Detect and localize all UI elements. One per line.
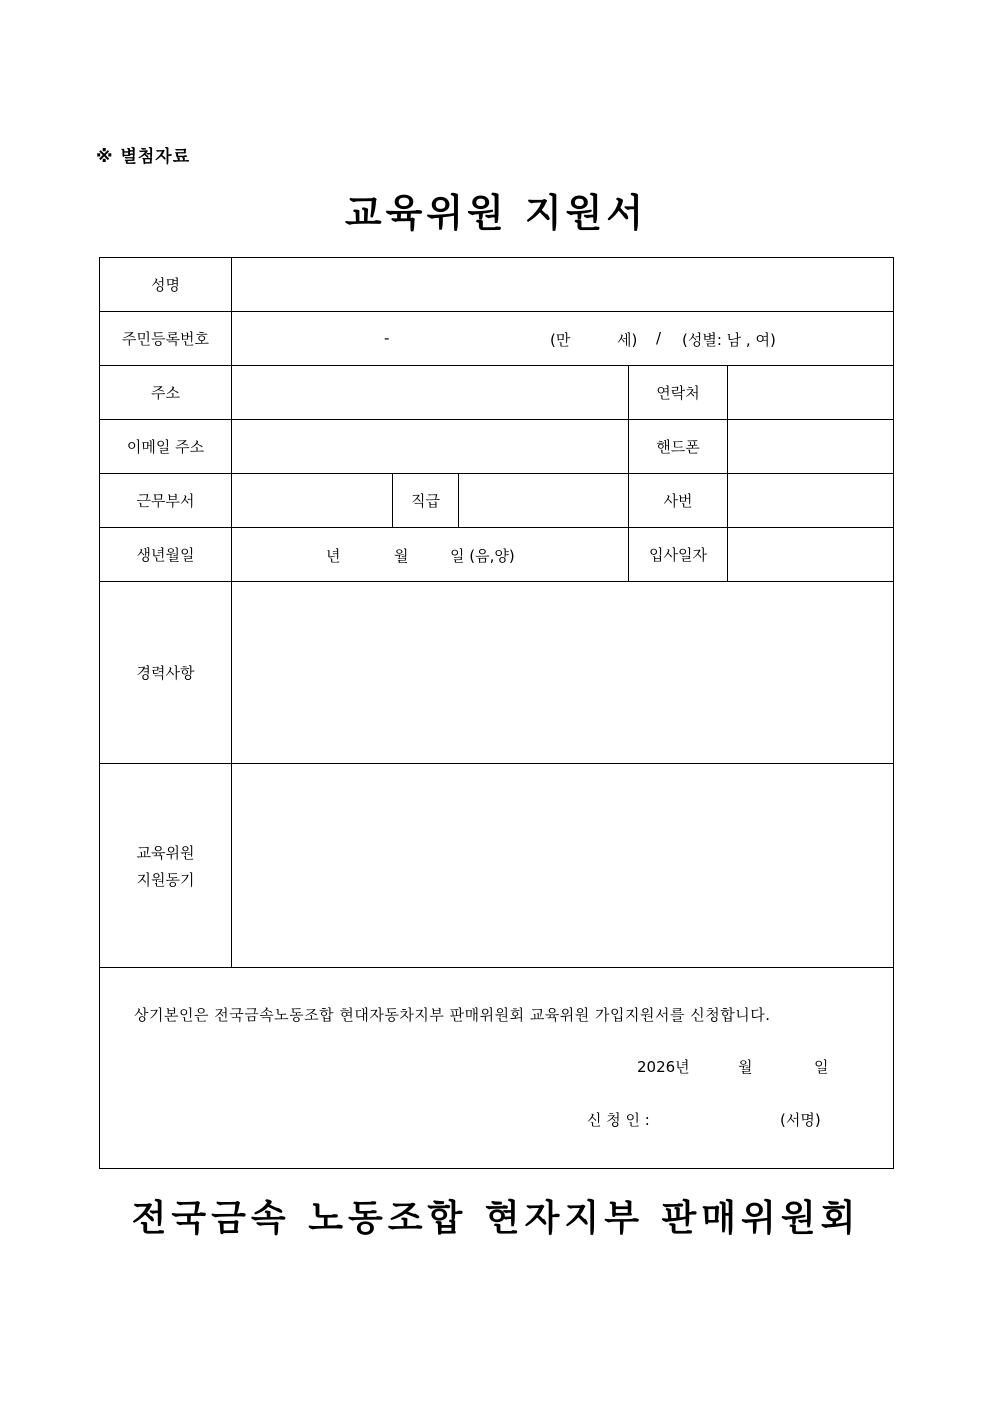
jumin-slash: / xyxy=(656,329,662,347)
birth-day: 일 (음,양) xyxy=(450,547,515,565)
jumin-field[interactable] xyxy=(232,312,894,366)
motive-field[interactable] xyxy=(232,764,894,968)
signature-label: (서명) xyxy=(780,1111,821,1129)
declaration-year: 2026년 xyxy=(637,1058,690,1076)
applicant-label: 신 청 인 : xyxy=(587,1111,650,1129)
row-address xyxy=(100,366,894,420)
declaration-cell xyxy=(100,968,894,1169)
employee-no-field[interactable] xyxy=(728,474,894,528)
row-jumin xyxy=(100,312,894,366)
name-field[interactable] xyxy=(232,258,894,312)
declaration-day: 일 xyxy=(814,1058,829,1076)
jumin-gender: (성별: 남 , 여) xyxy=(682,331,776,349)
name-label: 성명 xyxy=(100,258,232,312)
birth-year: 년 xyxy=(326,547,341,565)
contact-field[interactable] xyxy=(728,366,894,420)
form-title: 교육위원 지원서 xyxy=(344,190,648,235)
attachment-note: ※ 별첨자료 xyxy=(96,147,191,167)
birth-label: 생년월일 xyxy=(100,528,232,582)
contact-label: 연락처 xyxy=(629,366,728,420)
application-form-table xyxy=(99,257,894,1169)
row-declaration xyxy=(100,968,894,1169)
row-name xyxy=(100,258,894,312)
mobile-field[interactable] xyxy=(728,420,894,474)
dept-label: 근무부서 xyxy=(100,474,232,528)
declaration-month: 월 xyxy=(738,1058,753,1076)
jumin-age-close: 세) xyxy=(617,331,638,349)
mobile-label: 핸드폰 xyxy=(629,420,728,474)
hire-date-label: 입사일자 xyxy=(629,528,728,582)
dept-field[interactable] xyxy=(232,474,393,528)
position-label: 직급 xyxy=(393,474,459,528)
employee-no-label: 사번 xyxy=(629,474,728,528)
birth-field[interactable] xyxy=(232,528,629,582)
footer-organization: 전국금속 노동조합 현자지부 판매위원회 xyxy=(131,1197,861,1239)
jumin-dash: - xyxy=(384,329,390,347)
row-career xyxy=(100,582,894,764)
row-birth xyxy=(100,528,894,582)
address-label: 주소 xyxy=(100,366,232,420)
career-label: 경력사항 xyxy=(100,582,232,764)
position-field[interactable] xyxy=(459,474,629,528)
motive-label-line2: 지원동기 xyxy=(136,870,195,889)
motive-label xyxy=(100,764,232,968)
row-dept xyxy=(100,474,894,528)
email-label: 이메일 주소 xyxy=(100,420,232,474)
row-motive xyxy=(100,764,894,968)
birth-month: 월 xyxy=(394,547,409,565)
motive-label-line1: 교육위원 xyxy=(136,843,195,862)
jumin-age-open: (만 xyxy=(550,331,571,349)
email-field[interactable] xyxy=(232,420,629,474)
career-field[interactable] xyxy=(232,582,894,764)
jumin-label: 주민등록번호 xyxy=(100,312,232,366)
row-email xyxy=(100,420,894,474)
address-field[interactable] xyxy=(232,366,629,420)
declaration-text: 상기본인은 전국금속노동조합 현대자동차지부 판매위원회 교육위원 가입지원서를 신청합니다. xyxy=(134,1006,771,1024)
hire-date-field[interactable] xyxy=(728,528,894,582)
